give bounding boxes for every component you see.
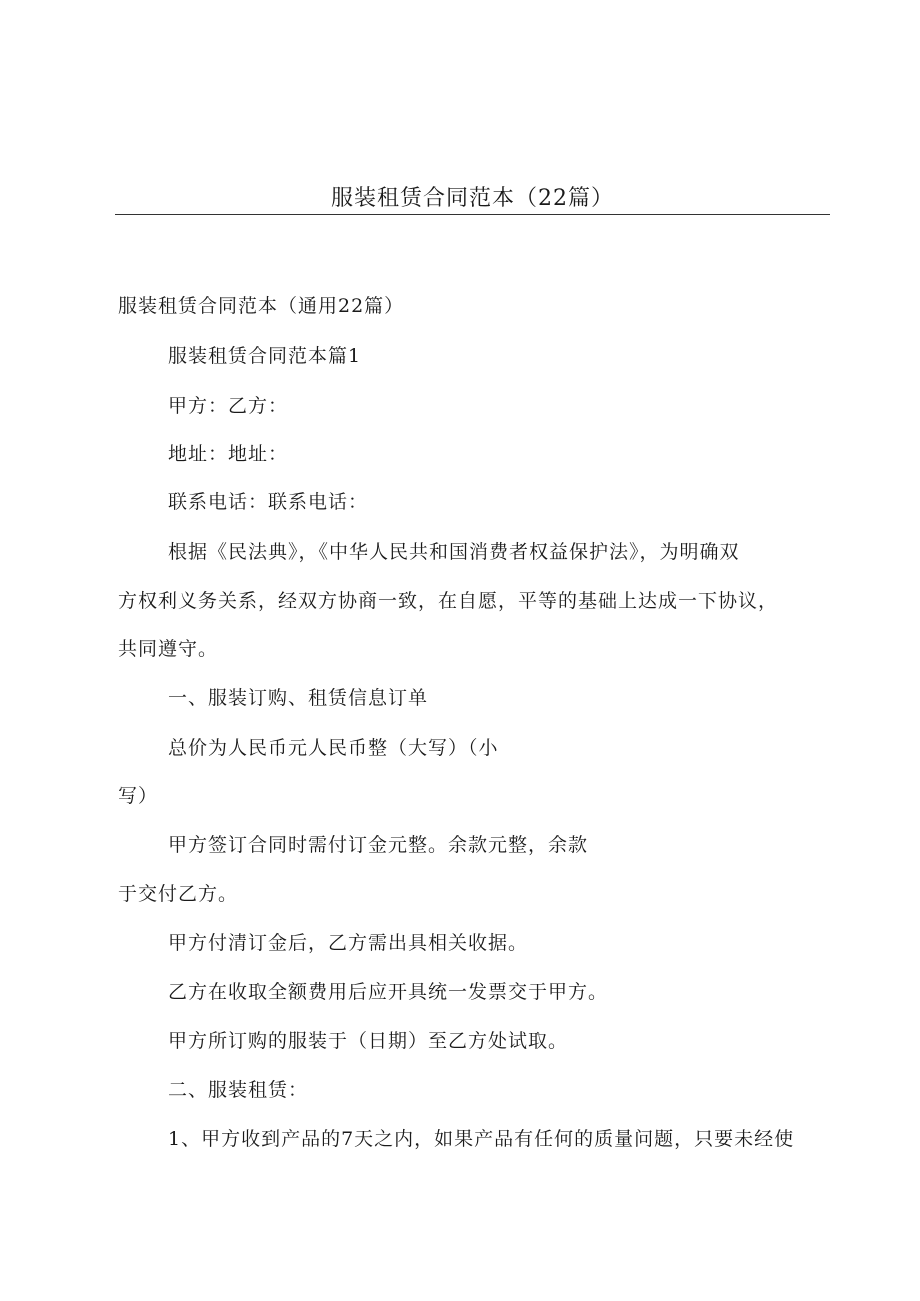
- paragraph-line: 方权利义务关系，经双方协商一致，在自愿，平等的基础上达成一下协议，: [118, 590, 779, 612]
- paragraph-line: 根据《民法典》，《中华人民共和国消费者权益保护法》，为明确双: [168, 541, 740, 563]
- document-title: 服装租赁合同范本（22篇）: [331, 186, 614, 211]
- paragraph-line: 于交付乙方。: [118, 883, 239, 905]
- party-line: 甲方：乙方：: [168, 395, 289, 417]
- subtitle-line: 服装租赁合同范本（通用22篇）: [118, 295, 405, 317]
- paragraph-line: 1、甲方收到产品的7天之内，如果产品有任何的质量问题，只要未经使: [168, 1128, 795, 1150]
- paragraph-line: 甲方所订购的服装于（日期）至乙方处试取。: [168, 1030, 569, 1052]
- address-line: 地址：地址：: [168, 443, 289, 465]
- paragraph-line: 甲方付清订金后，乙方需出具相关收据。: [168, 932, 529, 954]
- paragraph-line: 写）: [118, 785, 159, 807]
- paragraph-line: 乙方在收取全额费用后应开具统一发票交于甲方。: [168, 981, 609, 1003]
- clause-heading: 一、服装订购、租赁信息订单: [168, 687, 429, 709]
- paragraph-line: 总价为人民币元人民币整（大写）（小: [168, 737, 499, 759]
- clause-heading: 二、服装租赁：: [168, 1079, 309, 1101]
- paragraph-line: 共同遵守。: [118, 638, 219, 660]
- phone-line: 联系电话：联系电话：: [168, 491, 369, 513]
- paragraph-line: 甲方签订合同时需付订金元整。余款元整，余款: [168, 834, 589, 856]
- section-heading: 服装租赁合同范本篇1: [168, 345, 362, 367]
- title-underline: [115, 214, 830, 215]
